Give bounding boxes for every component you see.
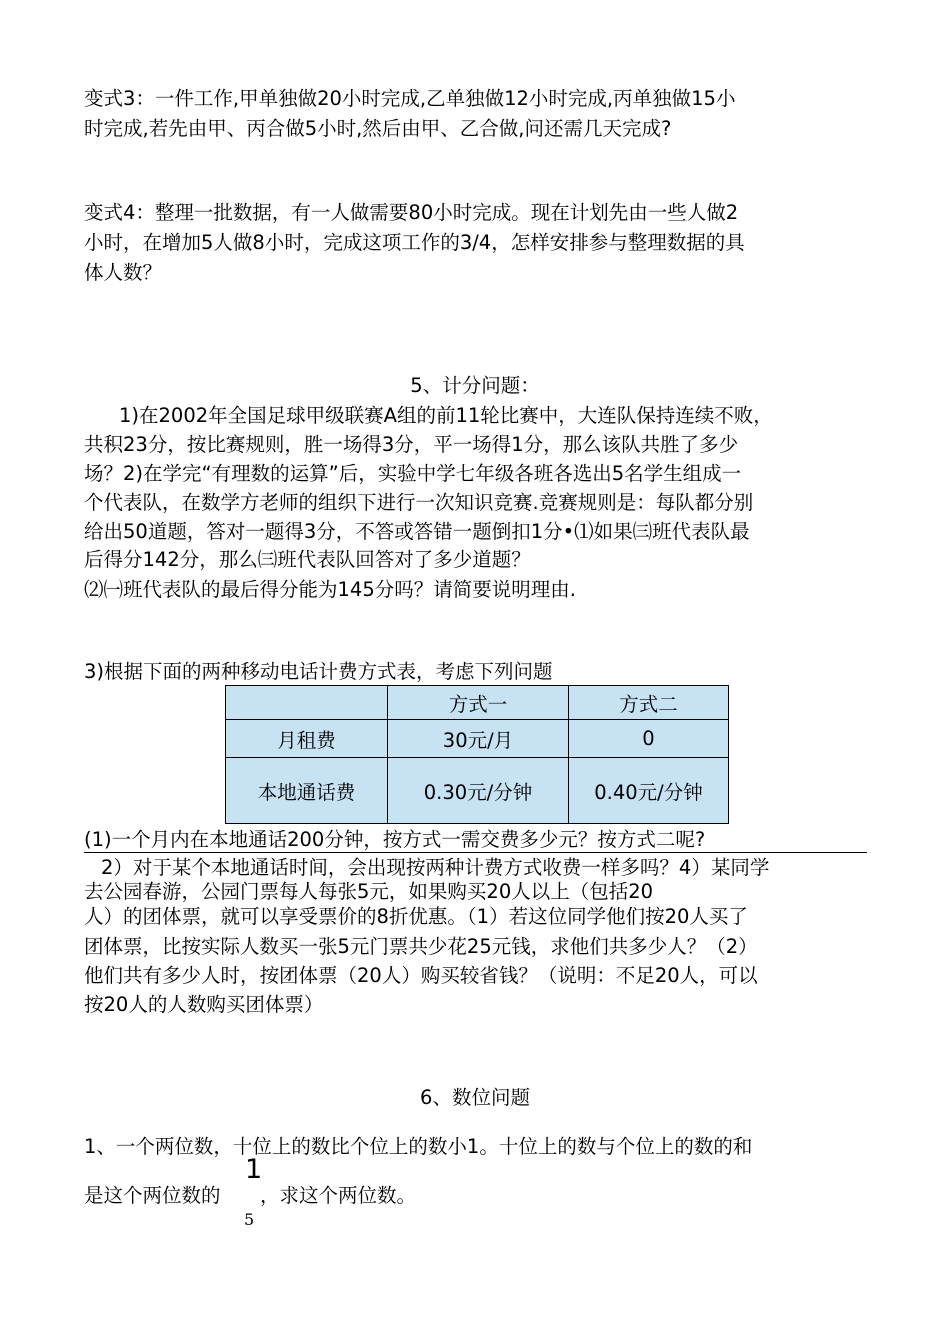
table-header-plan2: 方式二 [569, 686, 729, 720]
after-table-line-6: 他们共有多少人时，按团体票（20人）购买较省钱？（说明：不足20人，可以 [84, 964, 758, 987]
after-table-line-2: 2）对于某个本地通话时间，会出现按两种计费方式收费一样多吗？4）某同学 [101, 856, 770, 879]
divider-line [84, 852, 867, 853]
section6-question1-line2-end: ，求这个两位数。 [260, 1184, 417, 1207]
table-header-empty [226, 686, 388, 720]
variant3-line-1: 变式3：一件工作,甲单独做20小时完成,乙单独做12小时完成,丙单独做15小 [84, 87, 736, 110]
table-row [226, 758, 729, 824]
section5-line-6: 后得分142分，那么㈢班代表队回答对了多少道题？ [84, 548, 531, 571]
section6-question1-line1: 1、一个两位数，十位上的数比个位上的数小1。十位上的数与个位上的数的和 [84, 1135, 753, 1158]
section5-line-2: 共积23分，按比赛规则，胜一场得3分，平一场得1分，那么该队共胜了多少 [84, 433, 739, 456]
table-cell-local-call-plan2: 0.40元/分钟 [569, 758, 729, 824]
section5-title: 5、计分问题： [410, 374, 540, 397]
after-table-line-3: 去公园春游，公园门票每人每张5元，如果购买20人以上（包括20 [84, 880, 654, 903]
section6-title: 6、数位问题 [420, 1086, 530, 1109]
after-table-line-1: (1)一个月内在本地通话200分钟，按方式一需交费多少元？按方式二呢? [84, 828, 706, 851]
table-row [226, 720, 729, 758]
table-header-plan1: 方式一 [388, 686, 569, 720]
section5-line-7: ⑵㈠班代表队的最后得分能为145分吗？请简要说明理由. [84, 578, 576, 601]
after-table-line-5: 团体票，比按实际人数买一张5元门票共少花25元钱，求他们共多少人？（2） [84, 935, 758, 958]
billing-table [225, 685, 729, 824]
table-header-row [226, 686, 729, 720]
variant3-line-2: 时完成,若先由甲、丙合做5小时,然后由甲、乙合做,问还需几天完成? [84, 117, 672, 140]
table-cell-local-call-label: 本地通话费 [226, 758, 388, 824]
section5-line-1: 1)在2002年全国足球甲级联赛A组的前11轮比赛中，大连队保持连续不败， [119, 404, 773, 427]
after-table-line-7: 按20人的人数购买团体票） [84, 993, 324, 1016]
variant4-line-3: 体人数？ [84, 261, 163, 284]
fraction-denominator: 5 [244, 1210, 255, 1229]
section6-question1-line2-start: 是这个两位数的 [84, 1184, 221, 1207]
question3-intro: 3)根据下面的两种移动电话计费方式表，考虑下列问题 [84, 660, 553, 683]
section5-line-3: 场？2)在学完“有理数的运算”后，实验中学七年级各班各选出5名学生组成一 [84, 462, 742, 485]
section5-line-5: 给出50道题，答对一题得3分，不答或答错一题倒扣1分•⑴如果㈢班代表队最 [84, 520, 750, 543]
table-cell-monthly-fee-label: 月租费 [226, 720, 388, 758]
variant4-line-2: 小时，在增加5人做8小时，完成这项工作的3/4，怎样安排参与整理数据的具 [84, 231, 745, 254]
after-table-line-4: 人）的团体票，就可以享受票价的8折优惠。（1）若这位同学他们按20人买了 [84, 905, 748, 928]
table-cell-local-call-plan1: 0.30元/分钟 [388, 758, 569, 824]
fraction-numerator: 1 [245, 1154, 263, 1185]
table-cell-monthly-fee-plan2: 0 [569, 720, 729, 758]
section5-line-4: 个代表队，在数学方老师的组织下进行一次知识竞赛.竞赛规则是：每队都分别 [84, 491, 754, 514]
variant4-line-1: 变式4：整理一批数据，有一人做需要80小时完成。现在计划先由一些人做2 [84, 201, 739, 224]
table-cell-monthly-fee-plan1: 30元/月 [388, 720, 569, 758]
